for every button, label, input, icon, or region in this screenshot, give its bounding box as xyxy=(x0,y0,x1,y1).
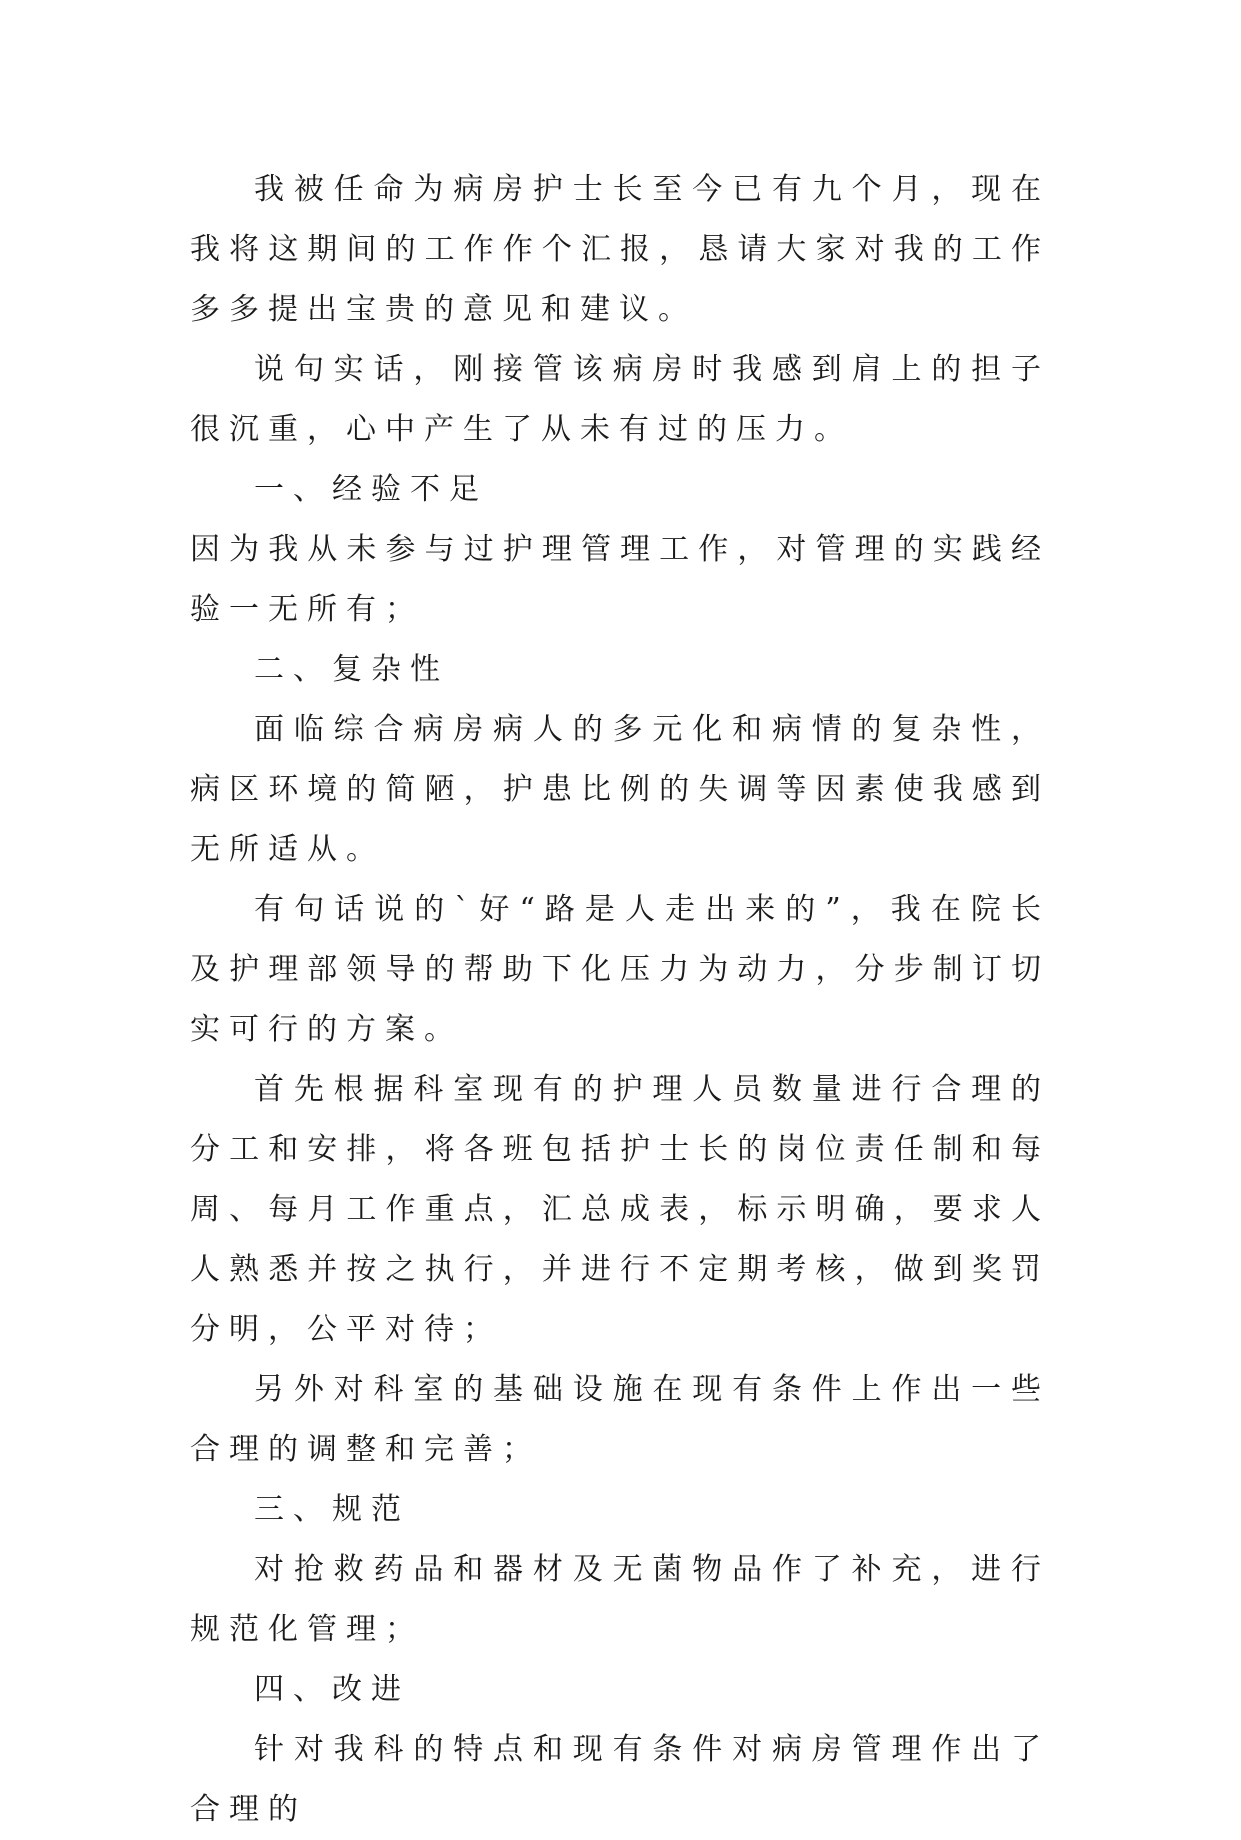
heading-one: 一、经验不足 xyxy=(254,472,488,507)
paragraph-improve: 针对我科的特点和现有条件对病房管理作出了合理的 xyxy=(190,1732,1050,1827)
paragraph-pressure: 说句实话，刚接管该病房时我感到肩上的担子很沉重，心中产生了从未有过的压力。 xyxy=(190,352,1050,447)
paragraph-intro: 我被任命为病房护士长至今已有九个月，现在我将这期间的工作作个汇报，恳请大家对我的工作多多提出宝贵的意见和建议。 xyxy=(190,172,1050,327)
heading-two: 二、复杂性 xyxy=(254,652,449,687)
paragraph-standardize: 对抢救药品和器材及无菌物品作了补充，进行规范化管理； xyxy=(190,1552,1050,1647)
document-body xyxy=(190,160,1050,1840)
paragraph-facilities: 另外对科室的基础设施在现有条件上作出一些合理的调整和完善； xyxy=(190,1372,1050,1467)
paragraph-experience: 因为我从未参与过护理管理工作，对管理的实践经验一无所有； xyxy=(190,532,1050,627)
paragraph-complexity: 面临综合病房病人的多元化和病情的复杂性，病区环境的简陋，护患比例的失调等因素使我感到无所适从。 xyxy=(190,712,1050,867)
paragraph-saying: 有句话说的`好“路是人走出来的”，我在院长及护理部领导的帮助下化压力为动力，分步制订切实可行的方案。 xyxy=(190,892,1050,1047)
paragraph-arrangement: 首先根据科室现有的护理人员数量进行合理的分工和安排，将各班包括护士长的岗位责任制和每周、每月工作重点，汇总成表，标示明确，要求人人熟悉并按之执行，并进行不定期考核，做到奖罚分明，公平对待； xyxy=(190,1072,1050,1347)
heading-four: 四、改进 xyxy=(254,1672,410,1707)
heading-three: 三、规范 xyxy=(254,1492,410,1527)
